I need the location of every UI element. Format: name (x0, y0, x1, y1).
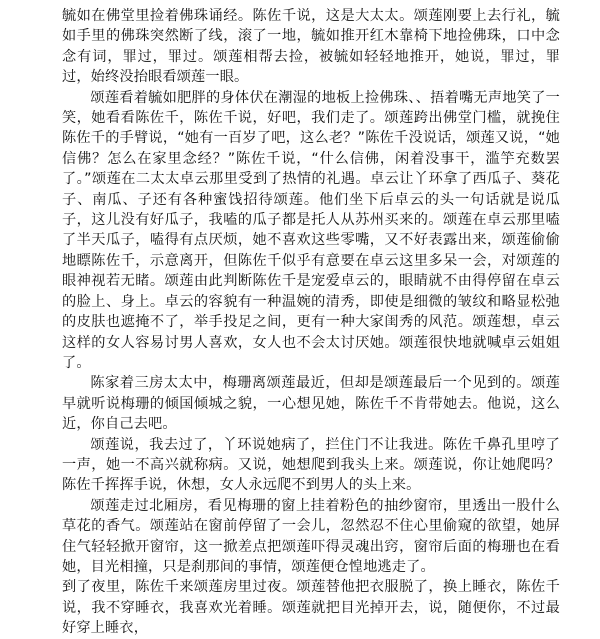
paragraph-1: 毓如在佛堂里捡着佛珠诵经。陈佐千说，这是大太太。颂莲刚要上去行礼，毓如手里的佛珠突然断了线，滚了一地，毓如推开红木靠椅下地捡佛珠，口中念念有词，罪过，罪过。颂莲相帮去捡，被毓如轻轻地推开，她说，罪过，罪过，始终没抬眼看颂莲一眼。 (62, 8, 560, 86)
paragraph-5: 颂莲走过北厢房，看见梅珊的窗上挂着粉色的抽纱窗帘，里透出一股什么草花的香气。颂莲站在窗前停留了一会儿，忽然忍不住心里偷窥的欲望，她屏住气轻轻掀开窗帘，这一掀差点把颂莲吓得灵魂出窍，窗帘后面的梅珊也在看她，目光相撞，只是刹那间的事情，颂莲便仓惶地逃走了。 (62, 497, 560, 575)
paragraph-2: 颂莲看着毓如肥胖的身体伏在潮湿的地板上捡佛珠、、捂着嘴无声地笑了一笑，她看看陈佐千，陈佐千说，好吧，我们走了。颂莲跨出佛堂门槛，就挽住陈佐千的手臂说，“她有一百岁了吧，这么老？”陈佐千没说话，颂莲又说，“她信佛？怎么在家里念经？”陈佐千说，“什么信佛，闲着没事干，滥竽充数罢了。”颂莲在二太太卓云那里受到了热情的礼遇。卓云让丫环拿了西瓜子、葵花子、南瓜、子还有各种蜜饯招待颂莲。他们坐下后卓云的头一句话就是说瓜子，这儿没有好瓜子，我嗑的瓜子都是托人从苏州买来的。颂莲在卓云那里嗑了半天瓜子，嗑得有点厌烦，她不喜欢这些零嘴，又不好表露出来，颂莲偷偷地瞟陈佐千，示意离开，但陈佐千似乎有意要在卓云这里多呆一会，对颂莲的眼神视若无睹。颂莲由此判断陈佐千是宠爱卓云的，眼睛就不由得停留在卓云的脸上、身上。卓云的容貌有一种温婉的清秀，即使是细微的皱纹和略显松弛的皮肤也遮掩不了，举手投足之间，更有一种大家闺秀的风范。颂莲想，卓云这样的女人容易讨男人喜欢，女人也不会太讨厌她。颂莲很快地就喊卓云姐姐了。 (62, 89, 560, 371)
paragraph-6: 到了夜里，陈佐千来颂莲房里过夜。颂莲替他把衣服脱了，换上睡衣，陈佐千说，我不穿睡衣，我喜欢光着睡。颂莲就把目光掉开去，说，随便你，不过最好穿上睡衣， (62, 579, 560, 637)
paragraph-4: 颂莲说，我去过了，丫环说她病了，拦住门不让我进。陈佐千鼻孔里哼了一声，她一不高兴就称病。又说，她想爬到我头上来。颂莲说，你让她爬吗？陈佐千挥挥手说，休想，女人永远爬不到男人的头上来。 (62, 436, 560, 494)
paragraph-3: 陈家着三房太太中，梅珊离颂莲最近，但却是颂莲最后一个见到的。颂莲早就听说梅珊的倾国倾城之貌，一心想见她，陈佐千不肯带她去。他说，这么近，你自己去吧。 (62, 375, 560, 433)
